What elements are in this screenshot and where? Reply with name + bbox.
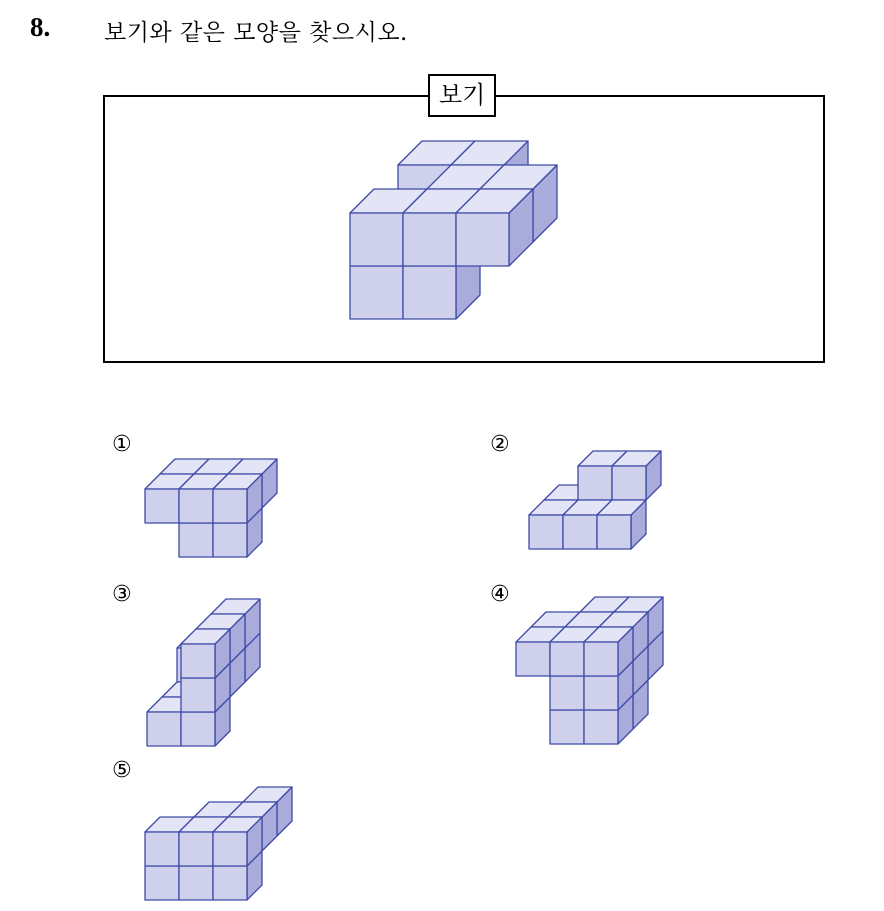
cube-front-face [147,712,181,746]
cube-front-face [578,466,612,500]
cube-front-face [516,642,550,676]
cube-front-face [584,676,618,710]
cube-front-face [550,642,584,676]
option-4-cube-figure[interactable] [527,600,652,740]
option-2-cube-figure[interactable] [527,450,662,550]
cube-front-face [403,213,456,266]
cube-front-face [612,466,646,500]
cube-front-face [181,644,215,678]
cube-front-face [179,523,213,557]
cube-front-face [550,676,584,710]
cube-front-face [597,515,631,549]
cube-front-face [179,832,213,866]
cube-front-face [584,642,618,676]
option-3-label[interactable]: ③ [112,582,132,607]
option-4-label[interactable]: ④ [490,582,510,607]
question-text: 보기와 같은 모양을 찾으시오. [104,20,408,46]
option-2-label[interactable]: ② [490,432,510,457]
cube-front-face [584,710,618,744]
option-5-cube-figure[interactable] [148,776,288,911]
cube-front-face [213,866,247,900]
cube-front-face [179,866,213,900]
option-1-cube-figure[interactable] [148,450,273,565]
cube-front-face [145,832,179,866]
cube-front-face [181,712,215,746]
example-cube-figure [360,125,570,335]
question-number: 8. [30,12,51,42]
cube-front-face [179,489,213,523]
example-label: 보기 [428,74,496,117]
option-3-cube-figure[interactable] [148,600,258,745]
option-5-label[interactable]: ⑤ [112,758,132,783]
cube-front-face [181,678,215,712]
cube-front-face [456,213,509,266]
option-1-label[interactable]: ① [112,432,132,457]
cube-front-face [145,866,179,900]
cube-front-face [350,266,403,319]
cube-front-face [403,266,456,319]
cube-front-face [529,515,563,549]
cube-front-face [213,832,247,866]
cube-front-face [145,489,179,523]
cube-front-face [563,515,597,549]
cube-front-face [213,489,247,523]
cube-front-face [550,710,584,744]
cube-front-face [213,523,247,557]
cube-front-face [350,213,403,266]
